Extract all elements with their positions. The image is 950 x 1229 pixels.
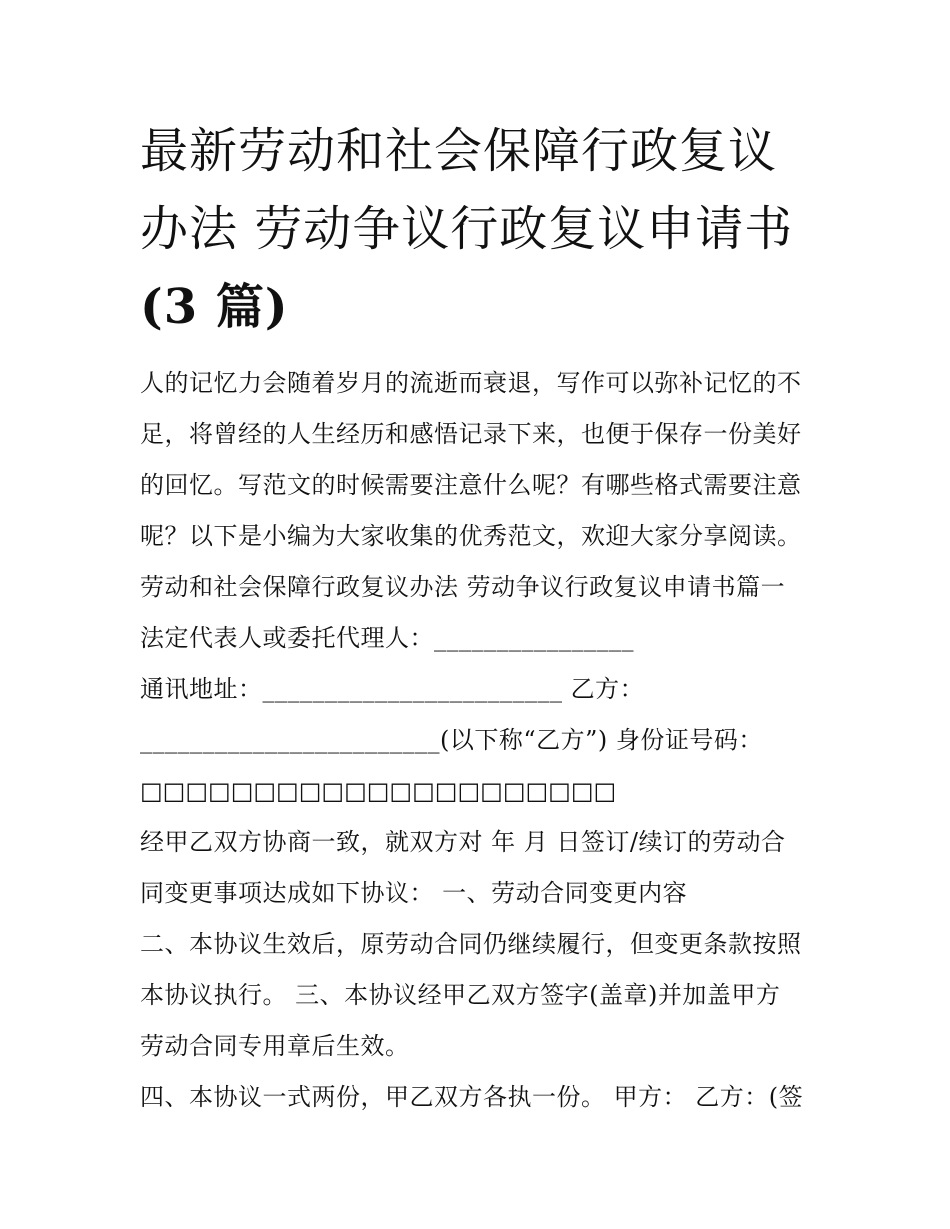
body-line-15: 四、本协议一式两份，甲乙双方各执一份。 甲方： 乙方：(签 bbox=[140, 1083, 804, 1111]
body-line-4: 呢？以下是小编为大家收集的优秀范文，欢迎大家分享阅读。 bbox=[140, 522, 802, 550]
body-line-2: 足，将曾经的人生经历和感悟记录下来，也便于保存一份美好 bbox=[140, 420, 802, 448]
party-b-line: ________________________(以下称“乙方”) 身份证号码： bbox=[140, 726, 763, 754]
body-line-5: 劳动和社会保障行政复议办法 劳动争议行政复议申请书篇一 bbox=[140, 573, 786, 601]
document-page bbox=[140, 112, 820, 1123]
body-line-1: 人的记忆力会随着岁月的流逝而衰退，写作可以弥补记忆的不 bbox=[140, 369, 802, 397]
body-line-12: 二、本协议生效后，原劳动合同仍继续履行，但变更条款按照 bbox=[140, 930, 802, 958]
document-body bbox=[140, 358, 820, 1123]
title-line-2: 办法 劳动争议行政复议申请书 bbox=[140, 201, 794, 257]
body-line-3: 的回忆。写范文的时候需要注意什么呢？有哪些格式需要注意 bbox=[140, 471, 802, 499]
title-line-3: (3 篇) bbox=[140, 279, 289, 335]
representative-line: 法定代表人或委托代理人：________________ bbox=[140, 624, 634, 652]
body-line-10: 经甲乙双方协商一致，就双方对 年 月 日签订/续订的劳动合 bbox=[140, 828, 786, 856]
body-line-14: 劳动合同专用章后生效。 bbox=[140, 1032, 410, 1060]
body-line-13: 本协议执行。 三、本协议经甲乙双方签字(盖章)并加盖甲方 bbox=[140, 981, 781, 1009]
document-title bbox=[140, 112, 820, 346]
title-line-1: 最新劳动和社会保障行政复议 bbox=[140, 123, 778, 179]
id-number-boxes: □□□□□□□□□□□□□□□□□□□□□ bbox=[140, 777, 617, 805]
body-line-11: 同变更事项达成如下协议： 一、劳动合同变更内容 bbox=[140, 879, 688, 907]
address-line: 通讯地址：________________________ 乙方： bbox=[140, 675, 645, 703]
